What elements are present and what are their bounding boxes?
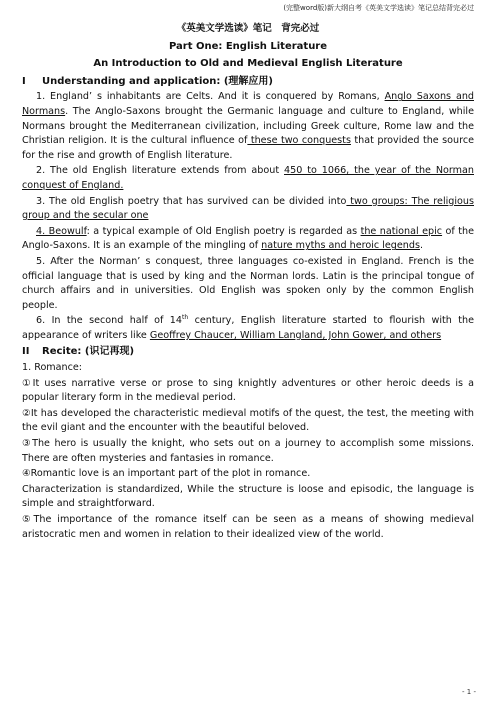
text-run: : a typical example of Old English poetry is regarded as: [86, 225, 361, 237]
text-run: 3. The old English poetry that has survived can be divided into: [36, 195, 347, 207]
text-run: 2. The old English literature extends from about: [36, 165, 285, 177]
underlined-phrase: two groups: The religious group and the secular one: [22, 195, 474, 222]
romance-item-1: ①It uses narrative verse or prose to sing knightly adventures or other heroic deeds is a popular literary form in the medieval period.: [22, 377, 474, 404]
section-title: Recite: (识记再现): [42, 346, 135, 358]
text-run: .: [419, 240, 424, 252]
section-heading-recite: [22, 345, 474, 360]
underlined-phrase: the national epic: [360, 225, 443, 237]
running-header: (完整word版)新大纲自考《英美文学选读》笔记总结背完必过: [283, 4, 474, 12]
romance-item-4: ④Romantic love is an important part of the plot in romance.: [22, 468, 311, 480]
romance-item-characterization: Characterization is standardized, While the structure is loose and episodic, the language is simple and straightforward.: [22, 483, 474, 510]
part-title: Part One: English Literature: [168, 40, 328, 52]
text-run: . The Anglo-Saxons brought the Germanic language and culture to England, while Normans brought the Mediterranean civilization, including Greek culture, Rome law and the Christian religion. It is the cultural influence of: [22, 105, 474, 147]
paragraph-1: [22, 90, 474, 163]
underlined-phrase: Anglo Saxons and Normans: [22, 91, 474, 117]
text-run: century, English literature started to flourish with the appearance of writers like: [22, 315, 474, 341]
section-number: I: [22, 75, 26, 87]
page-number: - 1 -: [462, 688, 476, 696]
romance-heading: 1. Romance:: [22, 362, 83, 374]
underlined-phrase: Geoffrey Chaucer, William Langland, John Gower, and others: [149, 329, 442, 341]
paragraph-4: [22, 225, 474, 254]
underlined-phrase: nature myths and heroic legends: [261, 240, 420, 252]
chapter-title: An Introduction to Old and Medieval English Literature: [93, 58, 403, 70]
romance-item-2: ②It has developed the characteristic medieval motifs of the quest, the test, the meeting with the evil giant and the encounter with the beautiful beloved.: [22, 407, 474, 434]
text-run: 6. In the second half of 14: [36, 315, 183, 327]
text-run: that provided the source for the rise and growth of English literature.: [22, 135, 475, 161]
main-title: 《英美文学选读》笔记 背完必过: [176, 23, 320, 34]
section-title: Understanding and application: (理解应用): [42, 75, 273, 87]
section-number: II: [22, 346, 30, 358]
document-body: [22, 22, 474, 543]
paragraph-2: [22, 164, 474, 193]
underlined-phrase: these two conquests: [247, 135, 351, 147]
romance-item-5: ⑤The importance of the romance itself can be seen as a means of showing medieval aristocratic men and women in relation to their idealized view of the world.: [22, 514, 474, 540]
section-heading-understanding: [22, 75, 474, 90]
text-run: 1. England’ s inhabitants are Celts. And it is conquered by Romans,: [36, 91, 385, 103]
paragraph-3: [22, 195, 474, 224]
paragraph-5: 5. After the Norman’ s conquest, three languages co-existed in England. French is the official language that is used by king and the Norman lords. Latin is the principal tongue of church affairs and in universities. Old English was spoken only by the common English people.: [22, 255, 474, 311]
underlined-phrase: 4. Beowulf: [36, 225, 87, 237]
superscript: th: [182, 314, 189, 322]
paragraph-6: [22, 314, 474, 343]
underlined-phrase: 450 to 1066, the year of the Norman conquest of England.: [22, 165, 474, 191]
romance-item-3: ③The hero is usually the knight, who sets out on a journey to accomplish some missions. There are often mysteries and fantasies in romance.: [22, 438, 474, 464]
text-run: of the Anglo-Saxons. It is an example of the mingling of: [22, 225, 474, 252]
